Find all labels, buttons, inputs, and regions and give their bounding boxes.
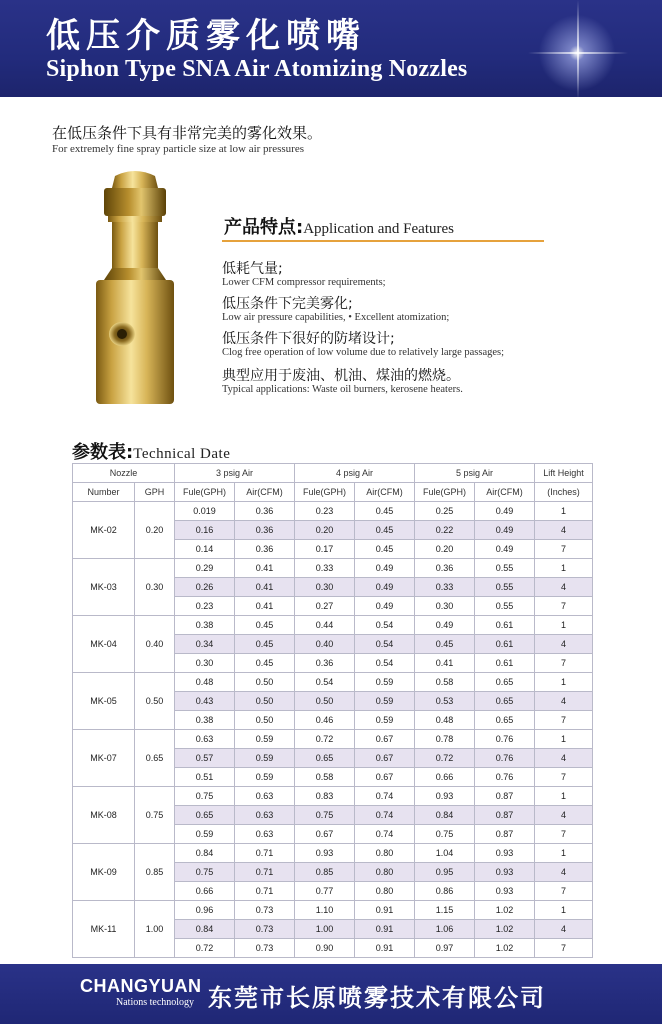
table-cell: 7 [535,825,593,844]
table-cell: 0.55 [475,559,535,578]
feature-text-cn: 典型应用于废油、机油、煤油的燃烧。 [222,368,460,384]
table-cell: 0.36 [235,521,295,540]
table-cell: 0.93 [475,863,535,882]
table-header-cell: (Inches) [535,483,593,502]
table-cell: 7 [535,768,593,787]
table-cell: 0.87 [475,806,535,825]
table-cell: 0.36 [235,540,295,559]
table-cell: 0.23 [175,597,235,616]
table-cell: 4 [535,749,593,768]
table-cell: 0.55 [475,597,535,616]
star-ray-decoration [528,52,628,54]
table-cell: 0.63 [235,787,295,806]
table-cell: 0.61 [475,654,535,673]
table-cell: 0.72 [295,730,355,749]
table-row [73,616,593,635]
table-cell: 0.59 [235,768,295,787]
table-cell: 4 [535,578,593,597]
table-cell: 1.15 [415,901,475,920]
table-cell: 0.33 [295,559,355,578]
table-cell: 0.65 [295,749,355,768]
table-cell: 0.74 [355,787,415,806]
table-cell: 4 [535,692,593,711]
table-header-cell: Lift Height [535,464,593,483]
table-cell: 0.93 [295,844,355,863]
table-cell: 0.49 [415,616,475,635]
table-cell: 0.86 [415,882,475,901]
feature-item [222,368,463,396]
table-cell: 0.72 [175,939,235,958]
table-cell: 0.54 [355,616,415,635]
intro-text-en: For extremely fine spray particle size at low air pressures [52,143,304,155]
technical-heading-cn: 参数表: [72,442,134,463]
table-cell: 0.76 [475,768,535,787]
features-heading-en: Application and Features [303,221,454,237]
table-cell: 0.71 [235,863,295,882]
table-cell: 0.54 [355,635,415,654]
table-cell: 0.019 [175,502,235,521]
table-cell: 0.59 [355,673,415,692]
table-header-row [73,464,593,483]
table-cell: 0.73 [235,901,295,920]
header-banner [0,0,662,97]
table-cell: 0.71 [235,882,295,901]
table-cell: 0.71 [235,844,295,863]
table-cell: 7 [535,597,593,616]
star-ray-decoration [577,0,579,97]
features-heading [224,213,454,239]
table-cell: 0.61 [475,616,535,635]
table-cell: 0.73 [235,920,295,939]
feature-item [222,331,504,359]
table-cell: 0.93 [415,787,475,806]
table-cell: 4 [535,806,593,825]
table-cell: 1.02 [475,901,535,920]
table-cell: 0.22 [415,521,475,540]
table-cell: 0.43 [175,692,235,711]
table-cell: 1 [535,673,593,692]
table-row [73,901,593,920]
table-cell: 0.51 [175,768,235,787]
table-cell: 0.75 [175,863,235,882]
features-divider [222,240,544,242]
spec-table [72,463,593,958]
table-cell: 0.59 [235,730,295,749]
table-cell: 0.34 [175,635,235,654]
table-cell: 0.93 [475,844,535,863]
table-cell: 0.55 [475,578,535,597]
table-cell: 7 [535,711,593,730]
table-cell: 0.74 [355,806,415,825]
feature-text-en: Typical applications: Waste oil burners, kerosene heaters. [222,384,463,395]
table-row [73,844,593,863]
table-cell: 1 [535,502,593,521]
table-cell: 0.76 [475,730,535,749]
table-header-cell: Fule(GPH) [175,483,235,502]
table-cell: 0.23 [295,502,355,521]
table-cell: 0.91 [355,939,415,958]
table-cell: 0.49 [355,597,415,616]
table-cell: 0.38 [175,711,235,730]
table-cell: 0.30 [175,654,235,673]
feature-text-cn: 低耗气量; [222,261,283,277]
table-cell: 1 [535,559,593,578]
table-cell: 0.78 [415,730,475,749]
gph-cell: 0.85 [135,844,175,901]
nozzle-number-cell: MK-02 [73,502,135,559]
feature-text-cn: 低压条件下很好的防堵设计; [222,331,395,347]
table-cell: 0.48 [415,711,475,730]
table-cell: 0.84 [175,844,235,863]
table-cell: 0.44 [295,616,355,635]
intro-text-cn: 在低压条件下具有非常完美的雾化效果。 [52,124,323,142]
table-header-cell: Air(CFM) [355,483,415,502]
table-cell: 0.14 [175,540,235,559]
nozzle-number-cell: MK-04 [73,616,135,673]
footer-banner [0,964,662,1024]
table-cell: 0.72 [415,749,475,768]
table-cell: 0.63 [235,806,295,825]
table-cell: 4 [535,521,593,540]
table-cell: 0.45 [235,654,295,673]
table-cell: 0.41 [235,559,295,578]
table-cell: 0.63 [175,730,235,749]
technical-heading-en: Technical Date [133,446,231,462]
table-cell: 0.73 [235,939,295,958]
gph-cell: 0.65 [135,730,175,787]
gph-cell: 0.50 [135,673,175,730]
nozzle-number-cell: MK-11 [73,901,135,958]
table-row [73,730,593,749]
table-cell: 0.49 [475,540,535,559]
table-cell: 7 [535,939,593,958]
table-cell: 0.30 [415,597,475,616]
table-cell: 0.45 [235,635,295,654]
gph-cell: 0.75 [135,787,175,844]
table-cell: 0.87 [475,787,535,806]
table-cell: 0.50 [235,673,295,692]
table-cell: 0.25 [415,502,475,521]
table-cell: 0.95 [415,863,475,882]
table-cell: 0.41 [235,597,295,616]
table-cell: 0.16 [175,521,235,540]
table-cell: 1.04 [415,844,475,863]
gph-cell: 0.30 [135,559,175,616]
table-header-cell: Fule(GPH) [295,483,355,502]
table-cell: 0.65 [475,711,535,730]
table-cell: 0.36 [295,654,355,673]
table-cell: 1 [535,616,593,635]
table-header-cell: 3 psig Air [175,464,295,483]
table-cell: 0.49 [355,559,415,578]
feature-text-en: Low air pressure capabilities, • Excellent atomization; [222,312,450,323]
table-header-cell: Air(CFM) [475,483,535,502]
table-cell: 0.67 [355,768,415,787]
table-cell: 4 [535,863,593,882]
table-cell: 0.20 [415,540,475,559]
technical-data-heading [72,438,230,464]
table-cell: 0.80 [355,844,415,863]
table-cell: 0.54 [295,673,355,692]
table-cell: 0.36 [235,502,295,521]
table-cell: 0.91 [355,901,415,920]
table-cell: 0.33 [415,578,475,597]
gph-cell: 0.40 [135,616,175,673]
table-cell: 0.45 [235,616,295,635]
table-cell: 0.91 [355,920,415,939]
table-cell: 0.75 [415,825,475,844]
table-cell: 1.02 [475,920,535,939]
table-cell: 0.20 [295,521,355,540]
feature-text-en: Clog free operation of low volume due to relatively large passages; [222,347,505,358]
table-cell: 0.38 [175,616,235,635]
table-cell: 0.66 [175,882,235,901]
table-body [73,502,593,958]
table-cell: 1.00 [295,920,355,939]
table-cell: 0.75 [295,806,355,825]
table-cell: 0.41 [415,654,475,673]
table-cell: 0.84 [175,920,235,939]
table-cell: 0.49 [355,578,415,597]
table-cell: 7 [535,882,593,901]
table-cell: 0.75 [175,787,235,806]
table-cell: 0.45 [355,540,415,559]
table-row [73,673,593,692]
table-cell: 0.93 [475,882,535,901]
table-cell: 0.45 [415,635,475,654]
table-cell: 0.53 [415,692,475,711]
table-cell: 0.58 [295,768,355,787]
brand-subtitle: Nations technology [116,997,195,1008]
table-cell: 0.74 [355,825,415,844]
table-cell: 1.02 [475,939,535,958]
feature-item [222,261,386,289]
page-title-cn: 低压介质雾化喷嘴 [46,16,366,56]
table-cell: 0.49 [475,502,535,521]
table-cell: 0.45 [355,502,415,521]
table-cell: 0.77 [295,882,355,901]
table-cell: 7 [535,654,593,673]
table-cell: 4 [535,635,593,654]
table-header-cell: 5 psig Air [415,464,535,483]
table-cell: 0.63 [235,825,295,844]
table-row [73,787,593,806]
table-cell: 0.76 [475,749,535,768]
table-cell: 0.58 [415,673,475,692]
table-cell: 7 [535,540,593,559]
nozzle-product-image [82,168,192,408]
table-cell: 0.29 [175,559,235,578]
table-header-cell: Nozzle [73,464,175,483]
nozzle-number-cell: MK-05 [73,673,135,730]
table-cell: 0.46 [295,711,355,730]
table-cell: 0.59 [355,711,415,730]
table-cell: 0.83 [295,787,355,806]
table-cell: 0.59 [355,692,415,711]
table-cell: 0.87 [475,825,535,844]
table-cell: 0.49 [475,521,535,540]
feature-text-en: Lower CFM compressor requirements; [222,277,386,288]
table-cell: 0.48 [175,673,235,692]
table-cell: 0.45 [355,521,415,540]
feature-text-cn: 低压条件下完美雾化; [222,296,353,312]
table-cell: 0.50 [295,692,355,711]
gph-cell: 1.00 [135,901,175,958]
table-cell: 0.50 [235,711,295,730]
table-cell: 0.61 [475,635,535,654]
table-cell: 0.97 [415,939,475,958]
brand-logo-text: CHANGYUAN [80,976,202,996]
table-cell: 1 [535,730,593,749]
table-cell: 4 [535,920,593,939]
feature-item [222,296,449,324]
table-cell: 0.30 [295,578,355,597]
table-cell: 1 [535,844,593,863]
table-header-row [73,483,593,502]
table-cell: 0.41 [235,578,295,597]
table-cell: 0.67 [355,730,415,749]
table-cell: 0.66 [415,768,475,787]
table-cell: 0.59 [175,825,235,844]
table-cell: 0.65 [175,806,235,825]
nozzle-number-cell: MK-07 [73,730,135,787]
table-cell: 0.59 [235,749,295,768]
table-cell: 0.84 [415,806,475,825]
table-cell: 0.57 [175,749,235,768]
gph-cell: 0.20 [135,502,175,559]
table-cell: 0.27 [295,597,355,616]
features-heading-cn: 产品特点: [224,217,304,238]
nozzle-number-cell: MK-08 [73,787,135,844]
company-name: 东莞市长原喷雾技术有限公司 [208,984,546,1012]
table-cell: 0.67 [295,825,355,844]
table-header-cell: Fule(GPH) [415,483,475,502]
table-cell: 1 [535,901,593,920]
table-cell: 0.40 [295,635,355,654]
table-header-cell: GPH [135,483,175,502]
table-cell: 0.36 [415,559,475,578]
table-cell: 1.06 [415,920,475,939]
table-cell: 0.80 [355,882,415,901]
page-title-en: Siphon Type SNA Air Atomizing Nozzles [46,56,468,82]
table-cell: 0.80 [355,863,415,882]
table-cell: 0.96 [175,901,235,920]
nozzle-number-cell: MK-09 [73,844,135,901]
table-row [73,559,593,578]
table-cell: 0.26 [175,578,235,597]
table-cell: 0.17 [295,540,355,559]
table-header-cell: Air(CFM) [235,483,295,502]
table-header-cell: Number [73,483,135,502]
table-cell: 0.65 [475,692,535,711]
table-row [73,502,593,521]
table-cell: 0.85 [295,863,355,882]
table-cell: 0.54 [355,654,415,673]
table-cell: 0.67 [355,749,415,768]
table-cell: 0.50 [235,692,295,711]
table-cell: 0.90 [295,939,355,958]
table-header-cell: 4 psig Air [295,464,415,483]
table-cell: 1 [535,787,593,806]
nozzle-number-cell: MK-03 [73,559,135,616]
table-cell: 1.10 [295,901,355,920]
table-cell: 0.65 [475,673,535,692]
